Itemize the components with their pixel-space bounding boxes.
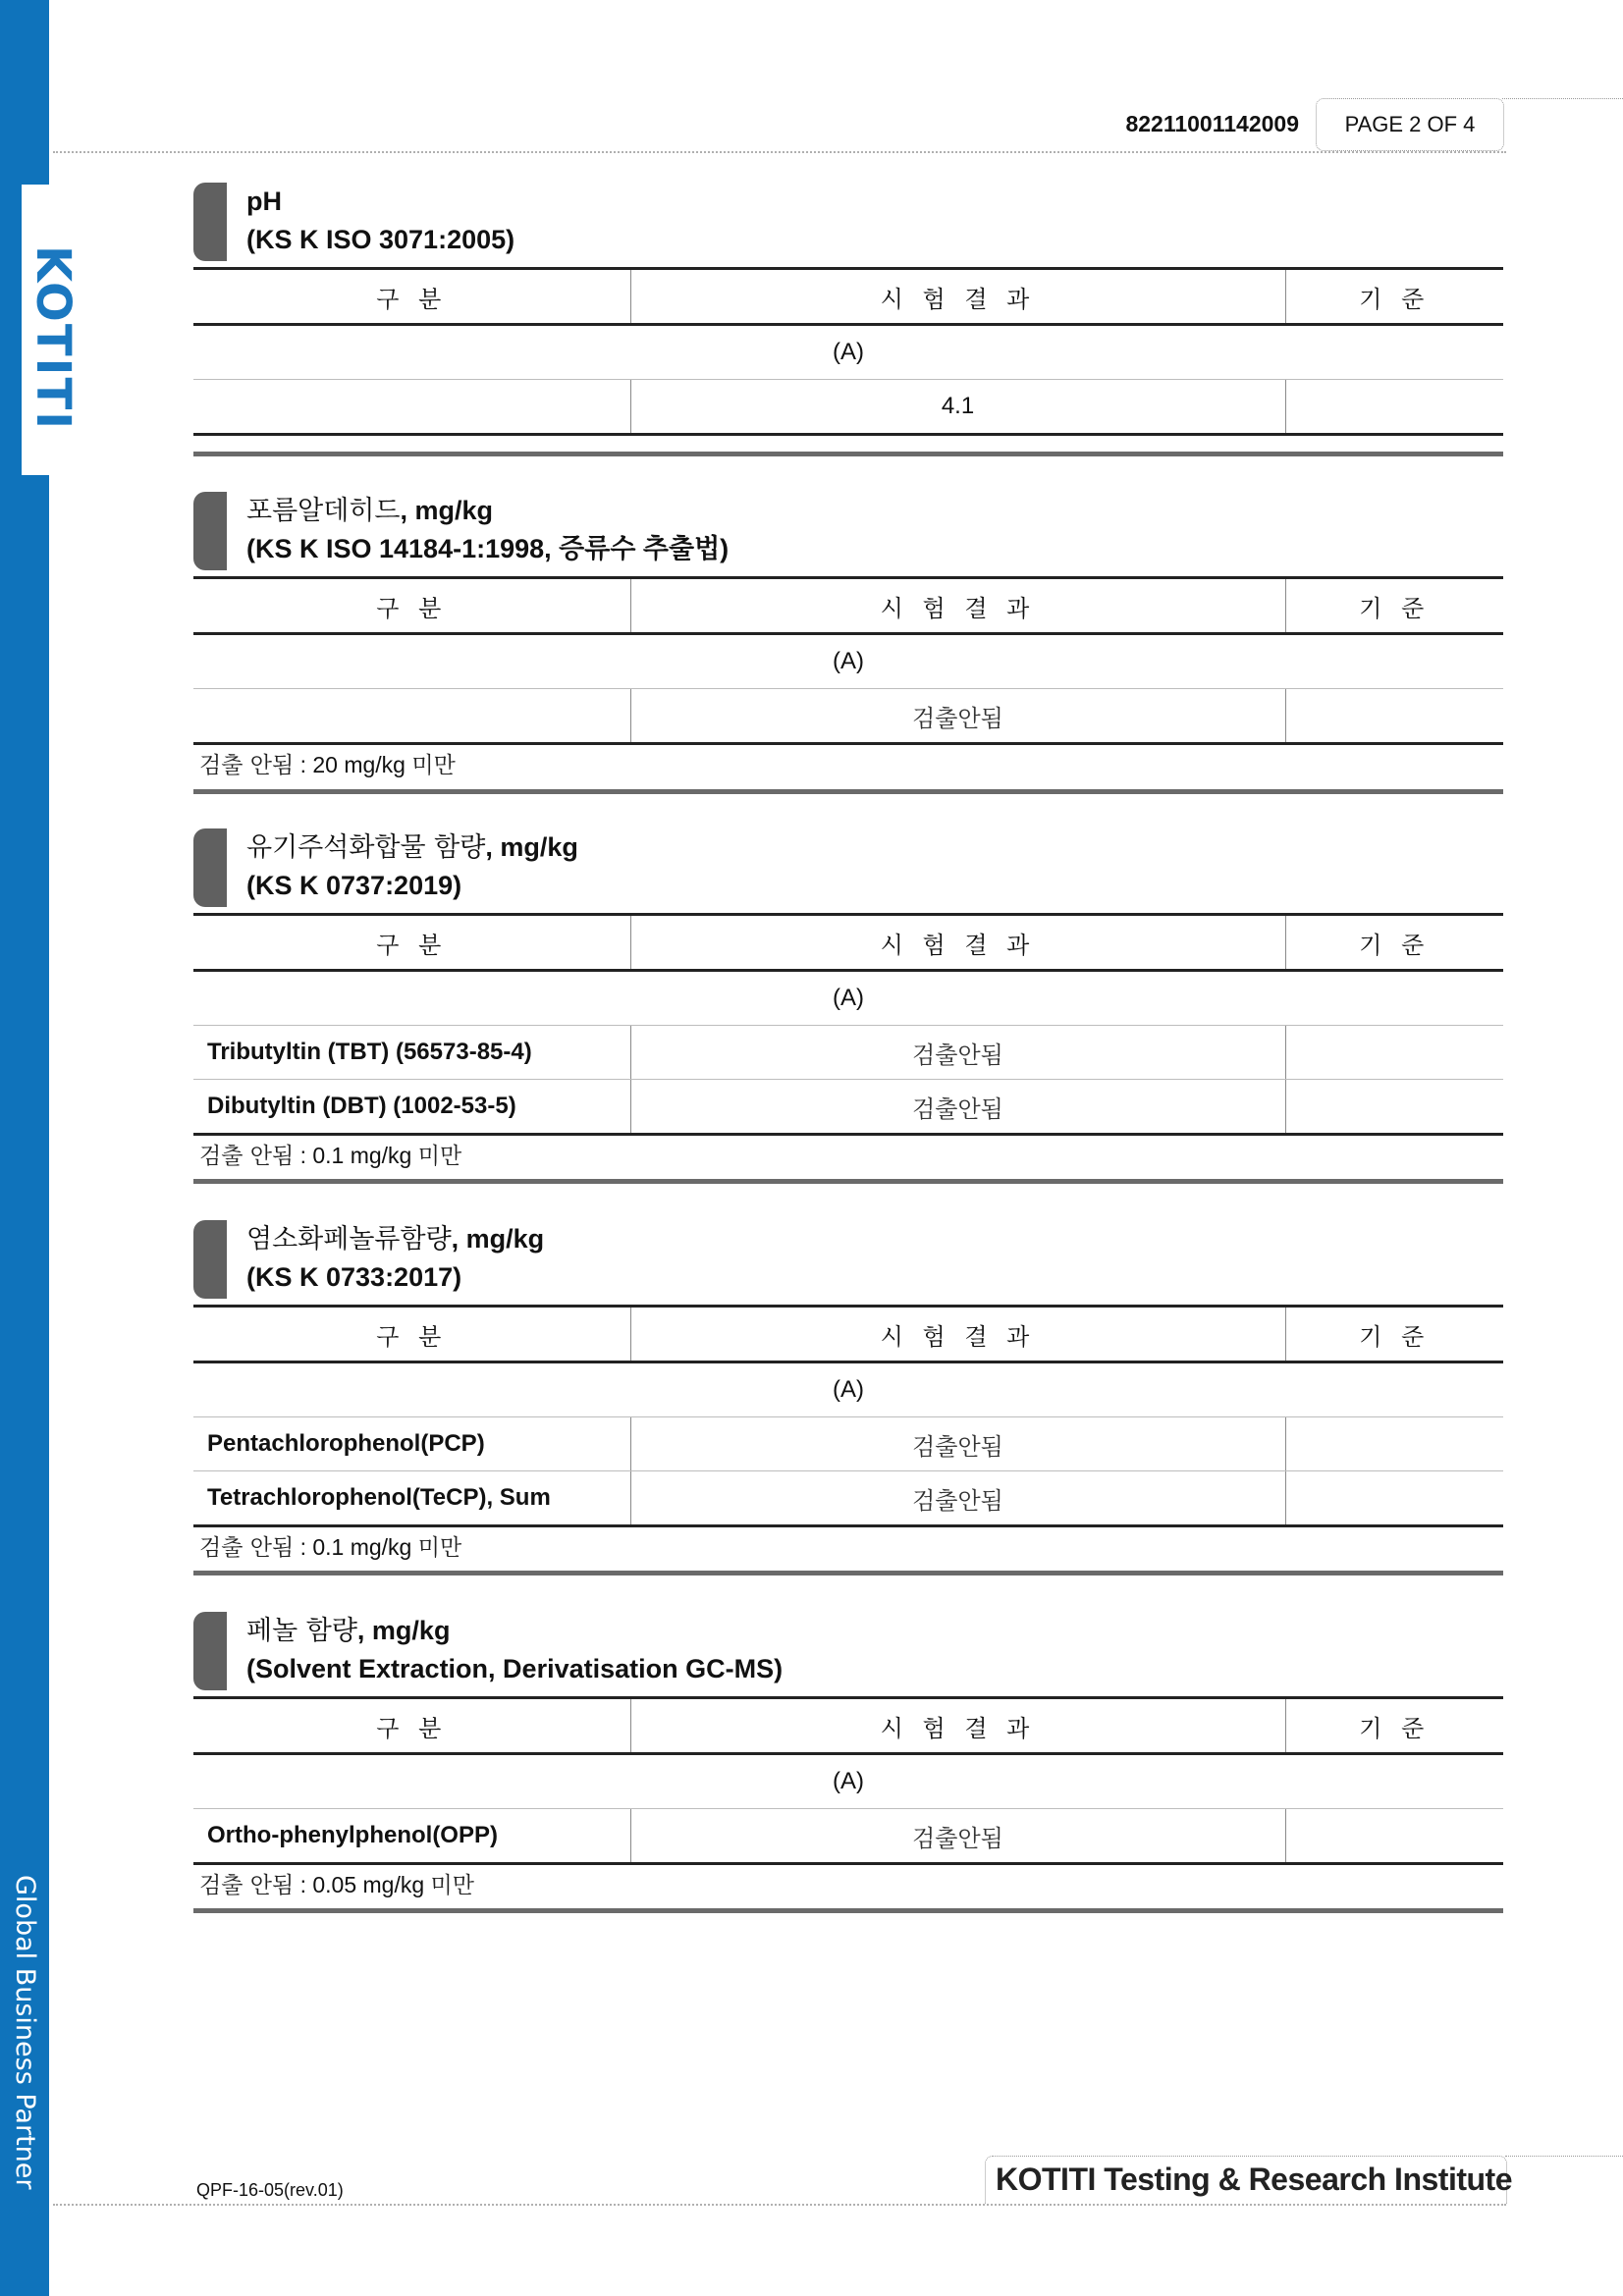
- header-divider: [53, 151, 1506, 153]
- section-title: [246, 1220, 544, 1297]
- row-standard: [1285, 380, 1503, 435]
- row-result: 검출안됨: [630, 1809, 1285, 1864]
- row-name: [193, 689, 630, 744]
- footer-divider: [53, 2204, 1506, 2206]
- detection-limit-note: 검출 안됨 : 0.1 mg/kg 미만: [199, 1143, 462, 1169]
- sample-id: (A): [193, 325, 1503, 380]
- section-title: [246, 828, 578, 905]
- detection-limit-note: 검출 안됨 : 0.05 mg/kg 미만: [199, 1872, 474, 1898]
- row-name: Ortho-phenylphenol(OPP): [193, 1809, 630, 1864]
- section-marker: [193, 828, 227, 907]
- institute-name: KOTITI Testing & Research Institute: [996, 2162, 1512, 2197]
- section-rule: [193, 1908, 1503, 1913]
- row-result: 검출안됨: [630, 689, 1285, 744]
- row-name: [193, 380, 630, 435]
- results-table: [193, 267, 1503, 436]
- row-result: 검출안됨: [630, 1471, 1285, 1526]
- table-row: [193, 1026, 1503, 1080]
- col-standard: 기 준: [1285, 269, 1503, 325]
- title-method: (KS K ISO 14184-1:1998, 증류수 추출법): [246, 534, 730, 563]
- sample-id: (A): [193, 1754, 1503, 1809]
- section-title: [246, 492, 729, 568]
- results-table: [193, 576, 1503, 745]
- section-marker: [193, 183, 227, 261]
- table-row: [193, 1417, 1503, 1471]
- col-result: 시 험 결 과: [630, 578, 1285, 634]
- section-marker: [193, 1612, 227, 1690]
- title-en: , mg/kg: [400, 496, 494, 525]
- results-table: [193, 1305, 1503, 1527]
- detection-limit-note: 검출 안됨 : 20 mg/kg 미만: [199, 752, 456, 778]
- table-row: [193, 1080, 1503, 1135]
- col-standard: 기 준: [1285, 1698, 1503, 1754]
- report-number: 82211001142009: [1125, 111, 1299, 136]
- page-indicator: PAGE 2 OF 4: [1316, 98, 1504, 151]
- title-ko: 유기주석화합물 함량: [246, 832, 486, 863]
- kotiti-logo: KOTITI: [26, 245, 81, 432]
- results-table: [193, 1696, 1503, 1865]
- title-method: (KS K 0733:2017): [246, 1262, 462, 1292]
- col-category: 구 분: [193, 915, 630, 971]
- section-rule: [193, 789, 1503, 794]
- header-dotted-tail: [1502, 98, 1623, 99]
- row-name: Dibutyltin (DBT) (1002-53-5): [193, 1080, 630, 1135]
- title-en: , mg/kg: [451, 1224, 545, 1254]
- sample-id: (A): [193, 1362, 1503, 1417]
- brand-slogan: Global Business Partner: [10, 1875, 40, 2190]
- title-method: (Solvent Extraction, Derivatisation GC-MS): [246, 1654, 784, 1683]
- row-name: Tributyltin (TBT) (56573-85-4): [193, 1026, 630, 1080]
- section-rule: [193, 452, 1503, 456]
- row-result: 검출안됨: [630, 1026, 1285, 1080]
- footer-dotted-tail: [1505, 2156, 1623, 2157]
- results-table: [193, 913, 1503, 1136]
- title-ko: 페놀 함량: [246, 1616, 357, 1646]
- row-name: Tetrachlorophenol(TeCP), Sum: [193, 1471, 630, 1526]
- title-en: pH: [246, 187, 282, 216]
- sample-id: (A): [193, 634, 1503, 689]
- row-result: 검출안됨: [630, 1417, 1285, 1471]
- detection-limit-note: 검출 안됨 : 0.1 mg/kg 미만: [199, 1534, 462, 1561]
- row-standard: [1285, 1471, 1503, 1526]
- table-row: [193, 1809, 1503, 1864]
- col-standard: 기 준: [1285, 915, 1503, 971]
- table-row: [193, 1471, 1503, 1526]
- title-ko: 염소화페놀류함량: [246, 1224, 452, 1255]
- col-category: 구 분: [193, 1307, 630, 1362]
- table-row: [193, 689, 1503, 744]
- section-title: [246, 183, 514, 259]
- title-method: (KS K 0737:2019): [246, 871, 462, 900]
- col-result: 시 험 결 과: [630, 915, 1285, 971]
- col-standard: 기 준: [1285, 578, 1503, 634]
- row-standard: [1285, 1026, 1503, 1080]
- col-category: 구 분: [193, 1698, 630, 1754]
- section-rule: [193, 1571, 1503, 1575]
- row-result: 4.1: [630, 380, 1285, 435]
- row-standard: [1285, 1417, 1503, 1471]
- title-ko: 포름알데히드: [246, 496, 401, 526]
- title-method: (KS K ISO 3071:2005): [246, 225, 515, 254]
- title-en: , mg/kg: [356, 1616, 451, 1645]
- title-en: , mg/kg: [485, 832, 578, 862]
- row-result: 검출안됨: [630, 1080, 1285, 1135]
- col-category: 구 분: [193, 269, 630, 325]
- row-standard: [1285, 1080, 1503, 1135]
- section-title: [246, 1612, 783, 1688]
- section-marker: [193, 1220, 227, 1299]
- section-rule: [193, 1179, 1503, 1184]
- row-standard: [1285, 689, 1503, 744]
- col-category: 구 분: [193, 578, 630, 634]
- row-name: Pentachlorophenol(PCP): [193, 1417, 630, 1471]
- form-code: QPF-16-05(rev.01): [196, 2180, 344, 2200]
- table-row: [193, 380, 1503, 435]
- col-standard: 기 준: [1285, 1307, 1503, 1362]
- col-result: 시 험 결 과: [630, 1698, 1285, 1754]
- section-marker: [193, 492, 227, 570]
- row-standard: [1285, 1809, 1503, 1864]
- col-result: 시 험 결 과: [630, 1307, 1285, 1362]
- col-result: 시 험 결 과: [630, 269, 1285, 325]
- sample-id: (A): [193, 971, 1503, 1026]
